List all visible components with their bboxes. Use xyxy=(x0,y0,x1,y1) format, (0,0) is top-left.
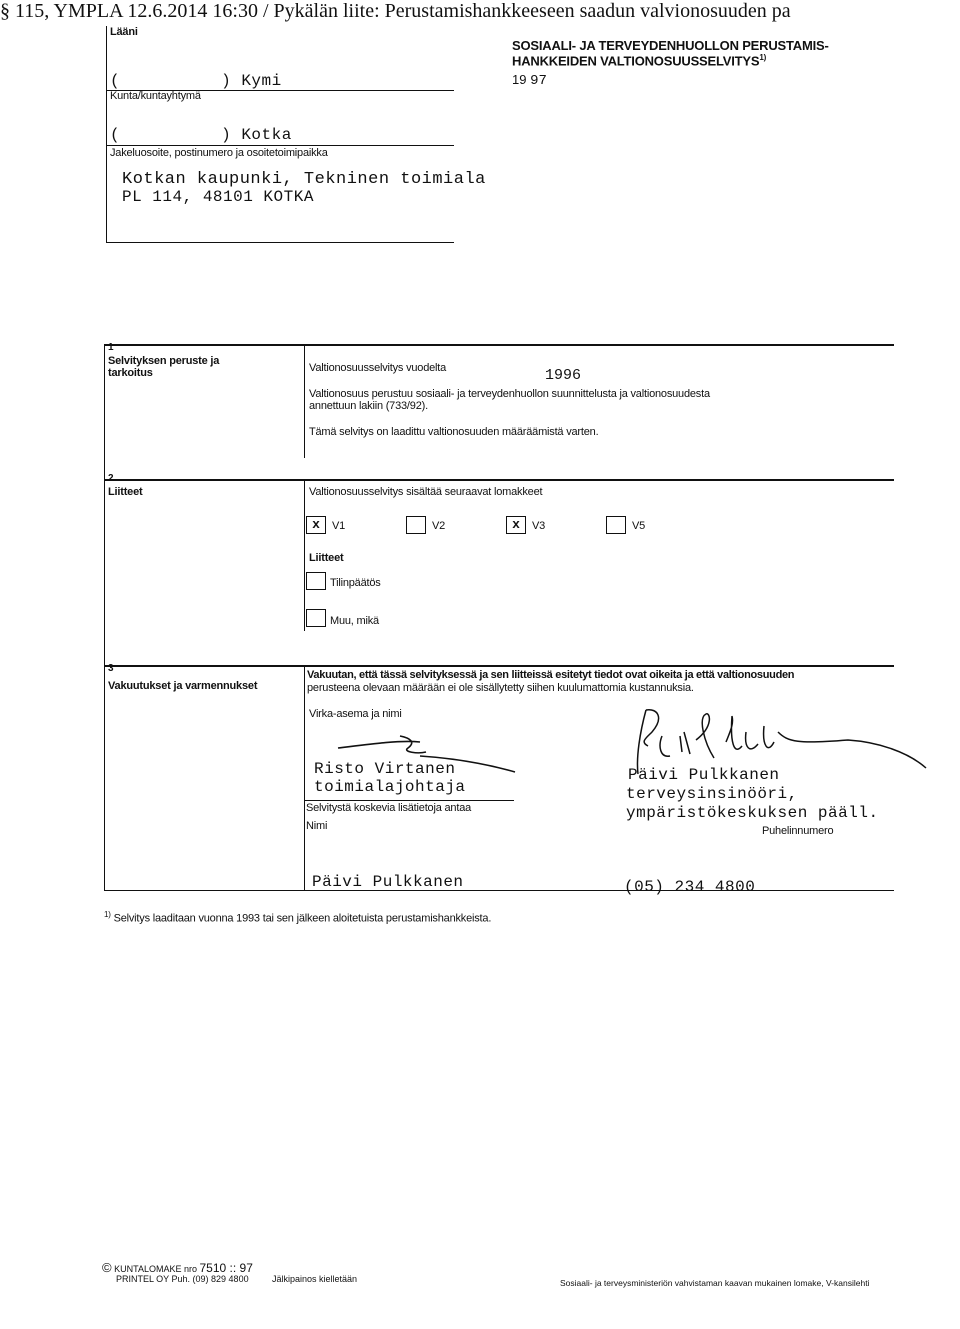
form-title-line1: SOSIAALI- JA TERVEYDENHUOLLON PERUSTAMIS- xyxy=(512,38,829,53)
footnote xyxy=(104,910,491,925)
signer2-title-line2: ympäristökeskuksen pääll. xyxy=(626,804,879,822)
checkbox-v2[interactable] xyxy=(406,516,426,534)
footer-kuntalomake xyxy=(102,1260,253,1275)
form-year-suffix: 97 xyxy=(530,73,547,89)
section1-number: 1 xyxy=(108,342,114,353)
contact-name: Päivi Pulkkanen xyxy=(312,873,464,891)
section3-statement-line2: perusteena olevaan määrään ei ole sisällytetty siihen kuulumattomia kustannuksia. xyxy=(307,682,694,694)
section1-label-line2: tarkoitus xyxy=(108,367,153,379)
section2-divider xyxy=(304,481,305,631)
form-title-line2: HANKKEIDEN VALTIONOSUUSSELVITYS xyxy=(512,53,760,69)
signer1-title: toimialajohtaja xyxy=(314,778,466,796)
section2-top-rule xyxy=(104,479,894,481)
nimi-label: Nimi xyxy=(306,820,328,832)
form-left-border xyxy=(104,344,105,890)
form-title-superscript: 1) xyxy=(759,53,767,62)
signature-underline xyxy=(304,800,514,801)
section3-divider xyxy=(304,667,305,890)
section2-label: Liitteet xyxy=(108,486,143,498)
footer-jalkipainos: Jälkipainos kielletään xyxy=(272,1274,358,1284)
form-bottom-rule xyxy=(104,890,894,891)
checkbox-v1-label: V1 xyxy=(332,520,346,532)
address-block-bottom-border xyxy=(106,242,454,243)
section1-text-line3: Tämä selvitys on laadittu valtionosuuden määräämistä varten. xyxy=(309,426,599,438)
vuodelta-label: Valtionosuusselvitys vuodelta xyxy=(309,362,447,374)
puhelin-label: Puhelinnumero xyxy=(762,825,834,837)
kunta-value: ( ) Kotka xyxy=(110,126,292,144)
address-block-left-border xyxy=(106,26,107,242)
signer1-name: Risto Virtanen xyxy=(314,760,456,778)
section2-intro: Valtionosuusselvitys sisältää seuraavat lomakkeet xyxy=(309,486,543,498)
lisatieto-label: Selvitystä koskevia lisätietoja antaa xyxy=(306,802,472,814)
section1-text-line2: annettuun lakiin (733/92). xyxy=(309,400,428,412)
form-year xyxy=(512,72,547,89)
kuntayhtyma-label: Kunta/kuntayhtymä xyxy=(110,90,201,102)
kuntalomake-label: KUNTALOMAKE nro xyxy=(114,1264,197,1274)
section1-divider xyxy=(304,346,305,458)
checkbox-v5-label: V5 xyxy=(632,520,646,532)
contact-phone: (05) 234 4800 xyxy=(624,878,756,896)
signer2-title-line1: terveysinsinööri, xyxy=(626,785,798,803)
checkbox-tilinpaatos[interactable] xyxy=(306,572,326,590)
form-title-line2-wrap xyxy=(512,53,766,68)
section3-number: 3 xyxy=(108,663,114,674)
footer-printel: PRINTEL OY Puh. (09) 829 4800 xyxy=(116,1274,249,1284)
signer2-name: Päivi Pulkkanen xyxy=(628,766,780,784)
laani-label: Lääni xyxy=(110,26,138,38)
footnote-marker: 1) xyxy=(104,910,111,919)
muu-label: Muu, mikä xyxy=(330,615,379,627)
section1-year: 1996 xyxy=(545,367,582,384)
section1-label-line1: Selvityksen peruste ja xyxy=(108,355,220,367)
section3-statement-line1: Vakuutan, että tässä selvityksessä ja sen liitteissä esitetyt tiedot ovat oikeita ja että valtionosuuden xyxy=(307,669,795,681)
page-header: § 115, YMPLA 12.6.2014 16:30 / Pykälän liite: Perustamishankkeeseen saadun valvionosuuden pa xyxy=(0,0,791,22)
section3-label: Vakuutukset ja varmennukset xyxy=(108,680,258,692)
section1-top-rule xyxy=(104,344,894,346)
checkbox-v3-label: V3 xyxy=(532,520,546,532)
address-line1: Kotkan kaupunki, Tekninen toimiala xyxy=(122,170,486,189)
address-line2: PL 114, 48101 KOTKA xyxy=(122,188,314,206)
jakelu-label: Jakeluosoite, postinumero ja osoitetoimipaikka xyxy=(110,147,328,159)
kunta-underline xyxy=(106,145,454,146)
form-number: 7510 :: 97 xyxy=(199,1261,253,1275)
checkbox-v2-label: V2 xyxy=(432,520,446,532)
copyright-symbol: © xyxy=(102,1260,112,1275)
footer-right-text: Sosiaali- ja terveysministeriön vahvistaman kaavan mukainen lomake, V-kansilehti xyxy=(560,1278,870,1288)
form-year-prefix: 19 xyxy=(512,72,527,87)
tilinpaatos-label: Tilinpäätös xyxy=(330,577,381,589)
section2-number: 2 xyxy=(108,473,114,484)
checkbox-v5[interactable] xyxy=(606,516,626,534)
section1-text-line1: Valtionosuus perustuu sosiaali- ja terveydenhuollon suunnittelusta ja valtionosuudesta xyxy=(309,388,710,400)
checkbox-v3[interactable]: x xyxy=(506,516,526,534)
laani-value: ( ) Kymi xyxy=(110,72,282,90)
section3-top-rule xyxy=(104,665,894,667)
footnote-text: Selvitys laaditaan vuonna 1993 tai sen jälkeen aloitetuista perustamishankkeista. xyxy=(113,912,492,925)
virka-label: Virka-asema ja nimi xyxy=(309,708,402,720)
checkbox-v1[interactable]: x xyxy=(306,516,326,534)
checkbox-muu[interactable] xyxy=(306,609,326,627)
liitteet-label: Liitteet xyxy=(309,552,344,564)
